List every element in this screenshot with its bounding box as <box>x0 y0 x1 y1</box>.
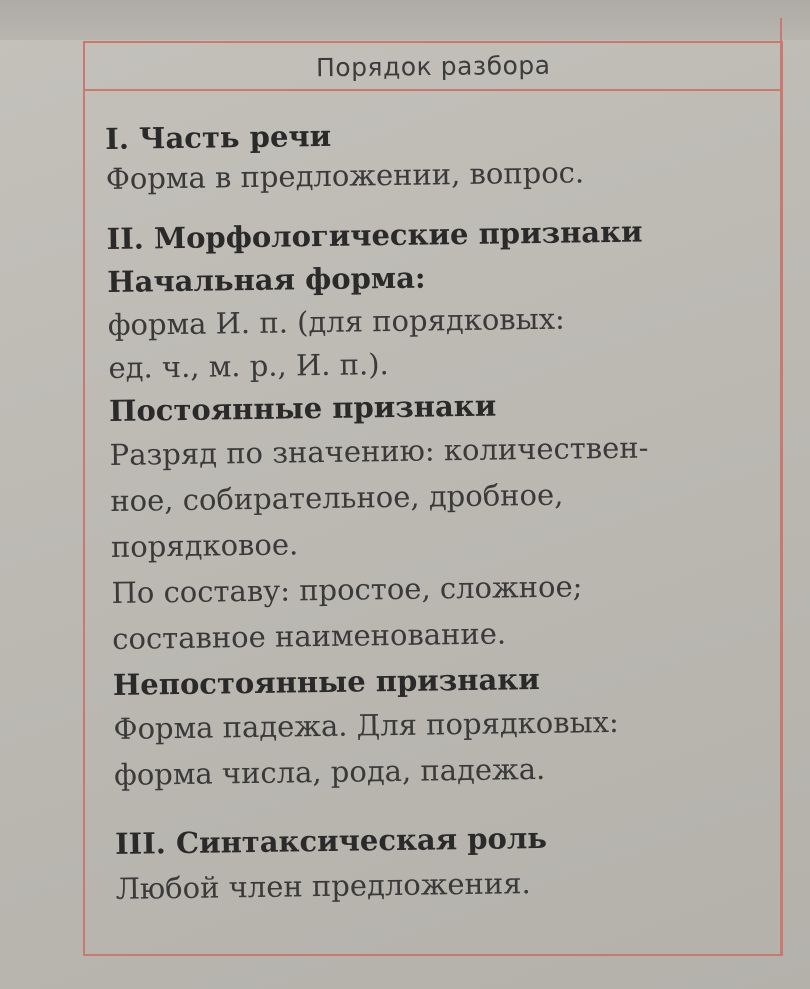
subsection-initial-form-line-2: ед. ч., м. р., И. п.). <box>108 347 389 385</box>
table-header-title: Порядок разбора <box>315 50 551 82</box>
table-header <box>85 43 781 91</box>
subsection-permanent-line-3: порядковое. <box>110 527 299 564</box>
subsection-permanent-heading: Постоянные признаки <box>108 388 497 428</box>
subsection-permanent-line-5: составное наименование. <box>111 616 507 656</box>
subsection-variable-heading: Непостоянные признаки <box>112 661 540 702</box>
adjacent-table-column <box>780 18 810 956</box>
subsection-initial-form-heading: Начальная форма: <box>107 260 426 299</box>
subsection-variable-line-2: форма числа, рода, падежа. <box>113 751 546 792</box>
parsing-order-table <box>83 41 783 956</box>
section-2-heading: II. Морфологические признаки <box>106 214 643 256</box>
section-1-line-1: Форма в предложении, вопрос. <box>105 155 585 196</box>
subsection-permanent-line-1: Разряд по значению: количествен- <box>109 430 649 472</box>
subsection-permanent-line-4: По составу: простое, сложное; <box>111 569 583 610</box>
subsection-permanent-line-2: ное, собирательное, дробное, <box>110 477 564 518</box>
section-3-line-1: Любой член предложения. <box>115 866 531 906</box>
table-content <box>105 112 775 906</box>
page-top-edge <box>0 0 810 40</box>
subsection-variable-line-1: Форма падежа. Для порядковых: <box>113 704 620 746</box>
subsection-initial-form-line-1: форма И. п. (для порядковых: <box>107 301 566 342</box>
section-3-heading: III. Синтаксическая роль <box>114 820 548 861</box>
section-1-heading: I. Часть речи <box>105 118 332 156</box>
